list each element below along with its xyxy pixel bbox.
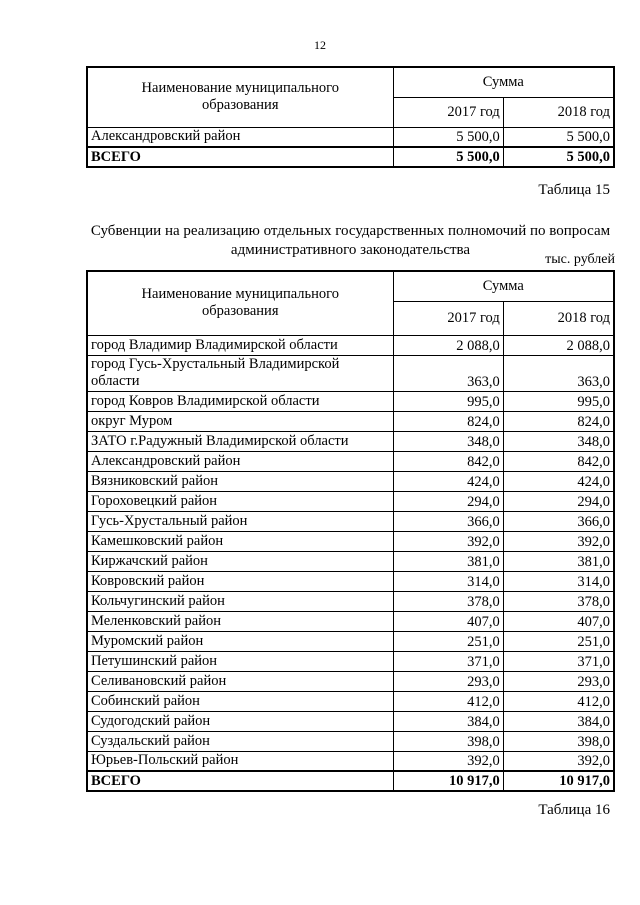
row-value-2017: 407,0 [393, 611, 503, 631]
row-value-2017: 371,0 [393, 651, 503, 671]
row-name: Собинский район [87, 691, 393, 711]
column-header-sum: Сумма [393, 67, 614, 97]
total-label: ВСЕГО [87, 147, 393, 167]
row-value-2018: 378,0 [503, 591, 614, 611]
row-value-2018: 412,0 [503, 691, 614, 711]
row-value-2018: 363,0 [503, 355, 614, 391]
table-row [87, 431, 614, 451]
total-value-2018: 10 917,0 [503, 771, 614, 791]
row-value-2018: 2 088,0 [503, 335, 614, 355]
column-header-sum: Сумма [393, 271, 614, 301]
table-row [87, 491, 614, 511]
row-name: Судогодский район [87, 711, 393, 731]
row-name: Селивановский район [87, 671, 393, 691]
row-name: Киржачский район [87, 551, 393, 571]
table-row [87, 671, 614, 691]
row-value-2017: 381,0 [393, 551, 503, 571]
row-value-2018: 366,0 [503, 511, 614, 531]
row-value-2017: 378,0 [393, 591, 503, 611]
table-row [87, 391, 614, 411]
column-header-municipality: Наименование муниципального образования [87, 271, 393, 335]
row-name: ЗАТО г.Радужный Владимирской области [87, 431, 393, 451]
row-name: Суздальский район [87, 731, 393, 751]
row-value-2017: 293,0 [393, 671, 503, 691]
table-row [87, 127, 614, 147]
row-value-2018: 407,0 [503, 611, 614, 631]
table-row [87, 731, 614, 751]
row-value-2017: 412,0 [393, 691, 503, 711]
table-row [87, 691, 614, 711]
row-name: округ Муром [87, 411, 393, 431]
column-header-2017: 2017 год [393, 97, 503, 127]
table-row [87, 711, 614, 731]
table-row [87, 451, 614, 471]
row-value-2017: 2 088,0 [393, 335, 503, 355]
table-row [87, 751, 614, 771]
row-value-2018: 293,0 [503, 671, 614, 691]
subventions-table [86, 270, 615, 792]
row-name: Ковровский район [87, 571, 393, 591]
row-name: Гусь-Хрустальный район [87, 511, 393, 531]
row-value-2017: 824,0 [393, 411, 503, 431]
units-label: тыс. рублей [545, 252, 615, 267]
row-name: Вязниковский район [87, 471, 393, 491]
table-row [87, 611, 614, 631]
table-row [87, 591, 614, 611]
row-name: Александровский район [87, 127, 393, 147]
row-name: город Гусь-Хрустальный Владимирской области [87, 355, 393, 391]
row-value-2017: 294,0 [393, 491, 503, 511]
row-value-2017: 348,0 [393, 431, 503, 451]
row-value-2018: 251,0 [503, 631, 614, 651]
table-15-label: Таблица 15 [538, 182, 610, 198]
row-name: Юрьев-Польский район [87, 751, 393, 771]
table-row [87, 411, 614, 431]
row-value-2017: 251,0 [393, 631, 503, 651]
total-row [87, 147, 614, 167]
column-header-municipality: Наименование муниципального образования [87, 67, 393, 127]
row-value-2017: 314,0 [393, 571, 503, 591]
row-name: город Ковров Владимирской области [87, 391, 393, 411]
column-header-2018: 2018 год [503, 97, 614, 127]
row-value-2018: 5 500,0 [503, 127, 614, 147]
total-value-2017: 10 917,0 [393, 771, 503, 791]
row-value-2017: 424,0 [393, 471, 503, 491]
row-value-2018: 842,0 [503, 451, 614, 471]
row-value-2017: 366,0 [393, 511, 503, 531]
table-row [87, 631, 614, 651]
row-name: Камешковский район [87, 531, 393, 551]
row-name: Кольчугинский район [87, 591, 393, 611]
allocation-table-1 [86, 66, 615, 168]
total-value-2017: 5 500,0 [393, 147, 503, 167]
row-value-2017: 363,0 [393, 355, 503, 391]
table-row [87, 551, 614, 571]
row-value-2018: 371,0 [503, 651, 614, 671]
row-value-2018: 995,0 [503, 391, 614, 411]
row-value-2017: 392,0 [393, 531, 503, 551]
table-16-label: Таблица 16 [538, 802, 610, 818]
row-value-2017: 995,0 [393, 391, 503, 411]
row-value-2018: 392,0 [503, 531, 614, 551]
table-row [87, 651, 614, 671]
table-row [87, 511, 614, 531]
row-name: Петушинский район [87, 651, 393, 671]
table-row [87, 335, 614, 355]
table-15-title: Субвенции на реализацию отдельных государственных полномочий по вопросам административного законодательства [90, 223, 611, 258]
row-value-2018: 314,0 [503, 571, 614, 591]
page-number: 12 [314, 38, 326, 52]
column-header-2017: 2017 год [393, 301, 503, 335]
row-name: Муромский район [87, 631, 393, 651]
row-value-2018: 294,0 [503, 491, 614, 511]
total-label: ВСЕГО [87, 771, 393, 791]
table-row [87, 571, 614, 591]
row-name: Меленковский район [87, 611, 393, 631]
column-header-2018: 2018 год [503, 301, 614, 335]
row-value-2018: 381,0 [503, 551, 614, 571]
row-value-2018: 398,0 [503, 731, 614, 751]
table-row [87, 471, 614, 491]
table-row [87, 531, 614, 551]
row-value-2018: 384,0 [503, 711, 614, 731]
table-row [87, 355, 614, 391]
row-value-2017: 398,0 [393, 731, 503, 751]
row-value-2018: 424,0 [503, 471, 614, 491]
row-value-2017: 5 500,0 [393, 127, 503, 147]
total-value-2018: 5 500,0 [503, 147, 614, 167]
row-name: город Владимир Владимирской области [87, 335, 393, 355]
row-value-2018: 824,0 [503, 411, 614, 431]
row-value-2017: 392,0 [393, 751, 503, 771]
total-row [87, 771, 614, 791]
row-value-2017: 842,0 [393, 451, 503, 471]
row-value-2018: 348,0 [503, 431, 614, 451]
row-value-2017: 384,0 [393, 711, 503, 731]
row-name: Гороховецкий район [87, 491, 393, 511]
row-value-2018: 392,0 [503, 751, 614, 771]
row-name: Александровский район [87, 451, 393, 471]
